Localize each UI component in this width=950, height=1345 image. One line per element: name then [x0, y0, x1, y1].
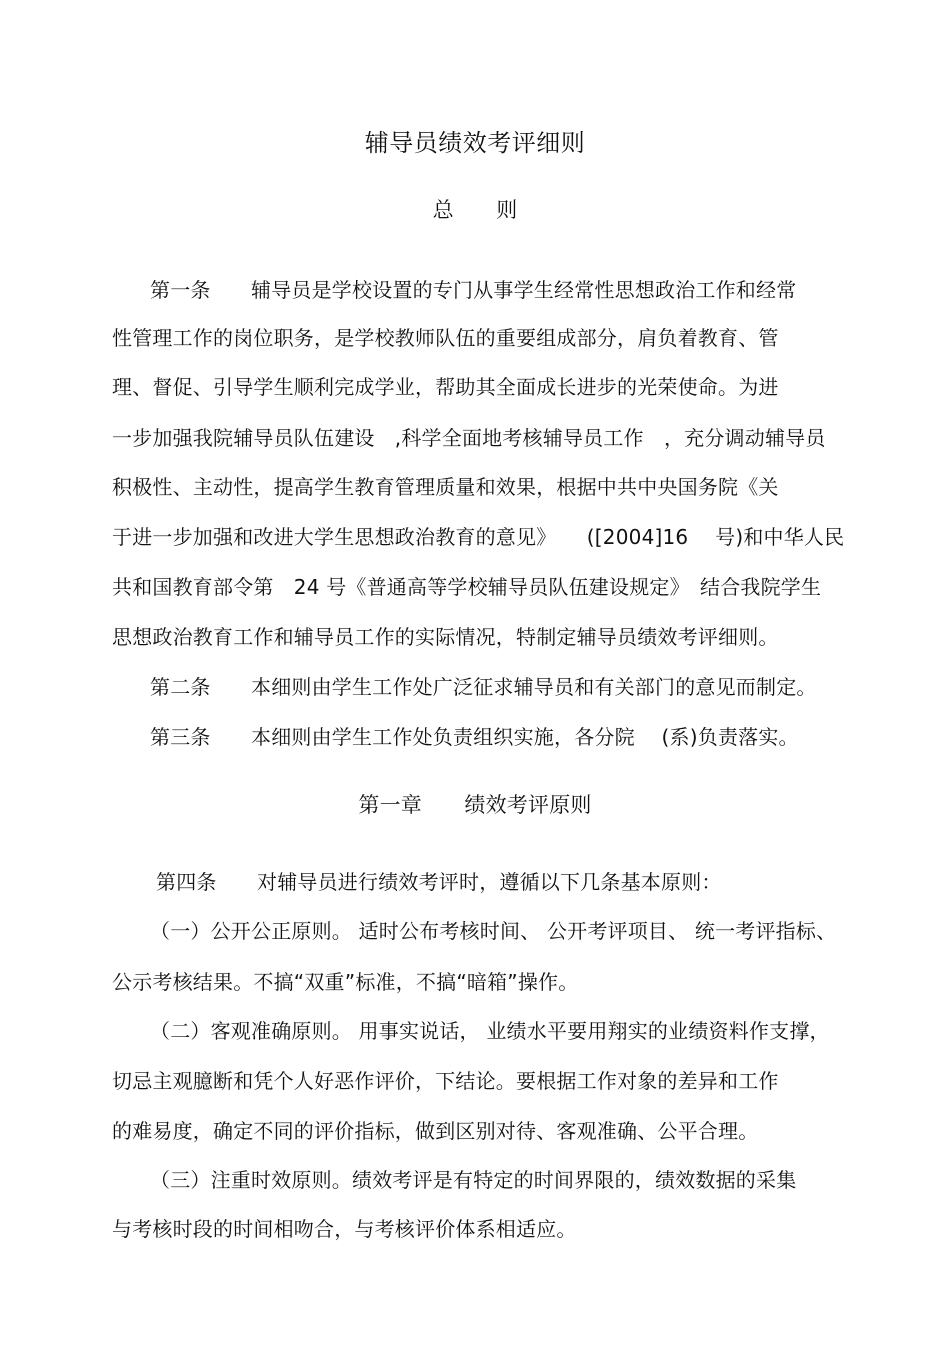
- article-1-line: 第一条 辅导员是学校设置的专门从事学生经常性思想政治工作和经常: [150, 278, 797, 302]
- principle-3-line: （三）注重时效原则。绩效考评是有特定的时间界限的，绩效数据的采集: [150, 1168, 797, 1192]
- principle-1-line: 公示考核结果。不搞“双重”标准，不搞“暗箱”操作。: [112, 970, 579, 994]
- principle-2-line: 的难易度，确定不同的评价指标，做到区别对待、客观准确、公平合理。: [112, 1119, 759, 1143]
- article-1-line: 于进一步加强和改进大学生思想政治教育的意见》 ([2004]16 号)和中华人民: [112, 525, 845, 549]
- article-1-line: 积极性、主动性，提高学生教育管理质量和效果，根据中共中央国务院《关: [112, 475, 779, 499]
- article-1-line: 性管理工作的岗位职务，是学校教师队伍的重要组成部分，肩负着教育、管: [112, 326, 779, 350]
- document-title: 辅导员绩效考评细则: [364, 129, 586, 157]
- article-3: 第三条 本细则由学生工作处负责组织实施，各分院 (系)负责落实。: [150, 725, 799, 749]
- article-1-line: 共和国教育部令第 24 号《普通高等学校辅导员队伍建设规定》 结合我院学生: [112, 575, 822, 599]
- section-general-heading: 总 则: [432, 198, 518, 222]
- article-2: 第二条 本细则由学生工作处广泛征求辅导员和有关部门的意见而制定。: [150, 675, 817, 699]
- principle-2-line: （二）客观准确原则。 用事实说话， 业绩水平要用翔实的业绩资料作支撑，: [150, 1019, 830, 1043]
- chapter-1-title: 第一章 绩效考评原则: [358, 793, 592, 817]
- article-1-line: 理、督促、引导学生顺利完成学业，帮助其全面成长进步的光荣使命。为进: [112, 375, 779, 399]
- principle-2-line: 切忌主观臆断和凭个人好恶作评价，下结论。要根据工作对象的差异和工作: [112, 1069, 779, 1093]
- article-1-line: 一步加强我院辅导员队伍建设 ,科学全面地考核辅导员工作 ，充分调动辅导员: [112, 426, 826, 450]
- article-1-line: 思想政治教育工作和辅导员工作的实际情况，特制定辅导员绩效考评细则。: [112, 625, 779, 649]
- article-4: 第四条 对辅导员进行绩效考评时，遵循以下几条基本原则：: [156, 870, 722, 894]
- principle-3-line: 与考核时段的时间相吻合，与考核评价体系相适应。: [112, 1217, 577, 1241]
- principle-1-line: （一）公开公正原则。 适时公布考核时间、 公开考评项目、 统一考评指标、: [150, 919, 837, 943]
